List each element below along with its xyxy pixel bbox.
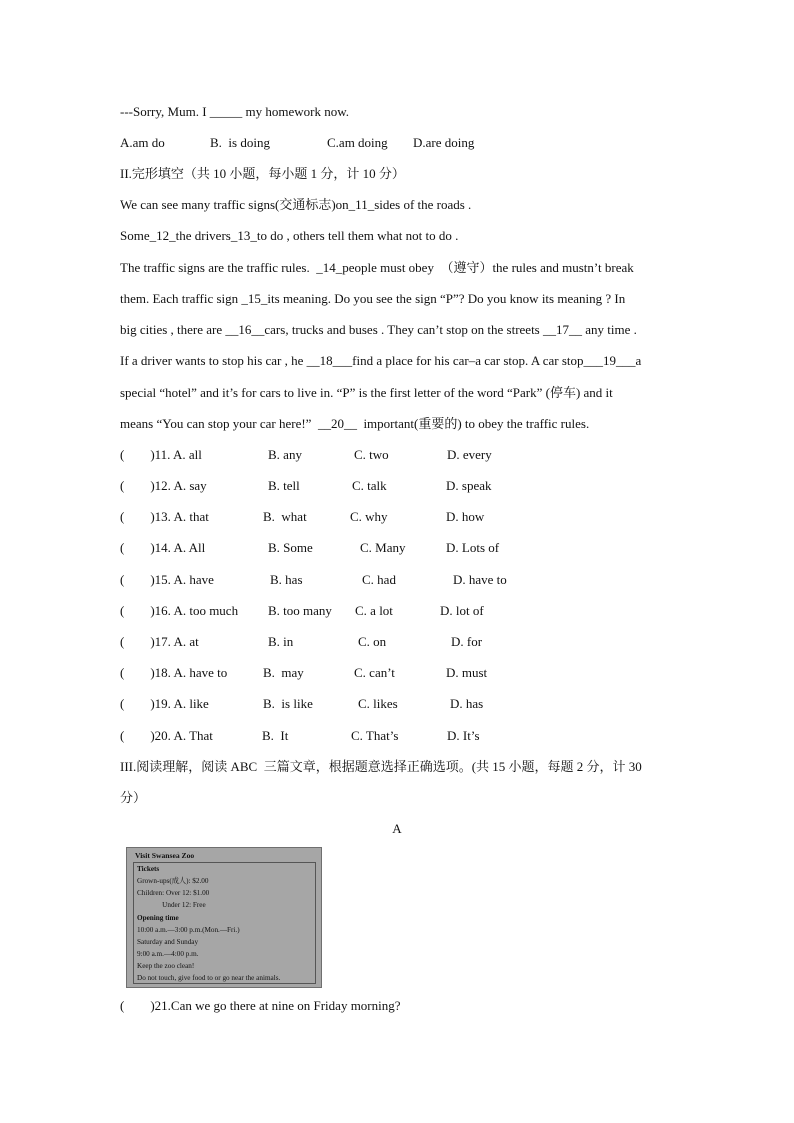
option-b: B. in bbox=[268, 634, 294, 649]
zoo-line: Tickets bbox=[137, 865, 160, 873]
dialog-line: ---Sorry, Mum. I _____ my homework now. bbox=[120, 104, 350, 119]
question-row bbox=[120, 728, 480, 744]
zoo-line: Under 12: Free bbox=[137, 901, 206, 909]
zoo-line: Saturday and Sunday bbox=[137, 938, 199, 946]
option-c: C. can’t bbox=[354, 665, 395, 680]
question-row bbox=[120, 603, 484, 619]
option-b: B. is like bbox=[263, 696, 313, 711]
section3-heading: III.阅读理解，阅读 ABC 三篇文章，根据题意选择正确选项。(共 15 小题，每题 2 分，计 30 bbox=[120, 759, 642, 774]
option-d: D. Lots of bbox=[446, 540, 500, 555]
question-stem: ( )13. A. that bbox=[120, 509, 209, 524]
option-c: C. had bbox=[362, 572, 396, 587]
zoo-line: Do not touch, give food to or go near the animals. bbox=[137, 974, 281, 982]
passage-line: If a driver wants to stop his car , he __18___find a place for his car–a car stop. A car stop___19___a bbox=[120, 353, 642, 368]
option-d: D. lot of bbox=[440, 603, 484, 618]
question-row bbox=[120, 509, 485, 525]
option-c: C. why bbox=[350, 509, 388, 524]
zoo-line: Keep the zoo clean! bbox=[137, 962, 195, 970]
question-row bbox=[120, 696, 484, 712]
option-a: A.am do bbox=[120, 135, 165, 150]
option-b: B. tell bbox=[268, 478, 300, 493]
passage-label: A bbox=[392, 821, 402, 836]
option-c: C. a lot bbox=[355, 603, 393, 618]
option-d: D. speak bbox=[446, 478, 492, 493]
option-b: B. It bbox=[262, 728, 289, 743]
zoo-title: Visit Swansea Zoo bbox=[135, 851, 195, 860]
question-row bbox=[120, 447, 492, 463]
option-d: D. It’s bbox=[447, 728, 480, 743]
option-b: B. has bbox=[270, 572, 303, 587]
question-row bbox=[120, 540, 500, 556]
option-d: D. how bbox=[446, 509, 485, 524]
passage-line: big cities , there are __16__cars, trucks and buses . They can’t stop on the streets __17__ any time . bbox=[120, 322, 637, 337]
option-d: D. for bbox=[451, 634, 483, 649]
passage-line: The traffic signs are the traffic rules. _14_people must obey （遵守）the rules and mustn’t break bbox=[120, 260, 634, 275]
option-d: D. have to bbox=[453, 572, 507, 587]
option-b: B. Some bbox=[268, 540, 313, 555]
question-stem: ( )17. A. at bbox=[120, 634, 199, 649]
zoo-line: Grown-ups(成人): $2.00 bbox=[137, 877, 209, 885]
section2-heading: II.完形填空（共 10 小题，每小题 1 分，计 10 分） bbox=[120, 166, 405, 181]
option-d: D. has bbox=[450, 696, 484, 711]
section3-heading-cont: 分） bbox=[120, 790, 147, 805]
option-c: C. Many bbox=[360, 540, 406, 555]
zoo-notice-image bbox=[126, 847, 322, 988]
option-c: C. two bbox=[354, 447, 389, 462]
question-stem: ( )16. A. too much bbox=[120, 603, 239, 618]
passage-line: We can see many traffic signs(交通标志)on_11_sides of the roads . bbox=[120, 197, 472, 212]
zoo-line: Children: Over 12: $1.00 bbox=[137, 889, 210, 897]
passage-line: them. Each traffic sign _15_its meaning. Do you see the sign “P”? Do you know its meaning ? In bbox=[120, 291, 626, 306]
question-row bbox=[120, 665, 488, 681]
option-c: C. on bbox=[358, 634, 387, 649]
passage-line: means “You can stop your car here!” __20__ important(重要的) to obey the traffic rules. bbox=[120, 416, 590, 431]
option-b: B. any bbox=[268, 447, 302, 462]
question-stem: ( )19. A. like bbox=[120, 696, 209, 711]
question-21: ( )21.Can we go there at nine on Friday morning? bbox=[120, 998, 401, 1013]
option-d: D.are doing bbox=[413, 135, 475, 150]
option-b: B. what bbox=[263, 509, 307, 524]
question-row bbox=[120, 634, 483, 650]
zoo-line: Opening time bbox=[137, 914, 179, 922]
question-stem: ( )14. A. All bbox=[120, 540, 206, 555]
question-stem: ( )20. A. That bbox=[120, 728, 213, 743]
option-d: D. every bbox=[447, 447, 492, 462]
option-c: C.am doing bbox=[327, 135, 388, 150]
zoo-info-box bbox=[133, 862, 316, 984]
question-stem: ( )18. A. have to bbox=[120, 665, 228, 680]
option-c: C. talk bbox=[352, 478, 387, 493]
option-c: C. likes bbox=[358, 696, 398, 711]
question-stem: ( )11. A. all bbox=[120, 447, 202, 462]
zoo-line: 9:00 a.m.—4:00 p.m. bbox=[137, 950, 199, 958]
question-row bbox=[120, 572, 507, 588]
question-row bbox=[120, 478, 492, 494]
question-stem: ( )12. A. say bbox=[120, 478, 207, 493]
passage-line: Some_12_the drivers_13_to do , others tell them what not to do . bbox=[120, 228, 459, 243]
option-b: B. too many bbox=[268, 603, 332, 618]
option-b: B. may bbox=[263, 665, 304, 680]
option-c: C. That’s bbox=[351, 728, 399, 743]
option-d: D. must bbox=[446, 665, 488, 680]
passage-line: special “hotel” and it’s for cars to live in. “P” is the first letter of the word “Park” (停车) and it bbox=[120, 385, 613, 400]
question-stem: ( )15. A. have bbox=[120, 572, 214, 587]
zoo-line: 10:00 a.m.—3:00 p.m.(Mon.—Fri.) bbox=[137, 926, 240, 934]
option-b: B. is doing bbox=[210, 135, 270, 150]
